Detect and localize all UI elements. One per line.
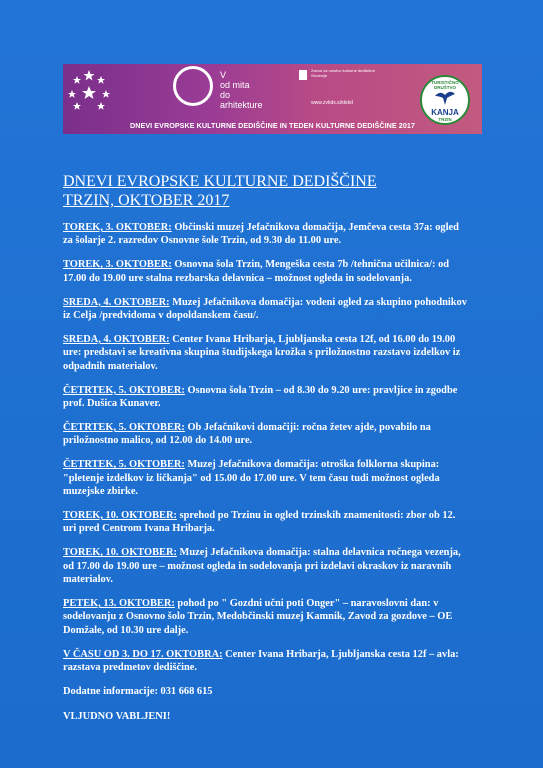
event-date: V ČASU OD 3. DO 17. OKTOBRA: <box>63 648 223 660</box>
event-item <box>63 458 471 498</box>
page-title-line-2: TRZIN, OKTOBER 2017 <box>63 192 230 209</box>
kanja-badge-name: KANJA <box>431 108 459 117</box>
kanja-badge-top: TURISTIČNO DRUŠTVO <box>431 80 459 90</box>
organization-name: Zavod za varstvo kulturne dediščine Slovenije <box>311 68 375 78</box>
bird-icon <box>434 87 456 107</box>
project-name-line: arhitekture <box>220 100 263 110</box>
event-item <box>63 384 471 411</box>
page-title-line-1: DNEVI EVROPSKE KULTURNE DEDIŠČINE <box>63 173 377 190</box>
event-list <box>63 221 471 736</box>
event-description: Muzej Jefačnikova domačija: stalna delavnica ročnega vezenja, od 17.00 do 19.00 ure – možnost ogleda in sodelovanja pri izdelavi okraskov iz naravnih materialov. <box>63 547 461 586</box>
event-description: Občinski muzej Jefačnikova domačija, Jemčeva cesta 37a: ogled za šolarje 2. razredov Osnovne šole Trzin, od 9.30 do 11.00 ure. <box>63 222 459 247</box>
event-description: Osnovna šola Trzin – od 8.30 do 9.20 ure: pravljice in zgodbe prof. Dušica Kunaver. <box>63 384 458 410</box>
event-item <box>63 221 471 248</box>
event-date: ČETRTEK, 5. OKTOBER: <box>63 459 185 471</box>
event-description: Center Ivana Hribarja, Ljubljanska cesta 12f, od 16.00 do 19.00 ure: predstavi se kreativna skupina študijskega krožka s priložnostno razstavo izdelkov iz odpadnih materialov. <box>63 333 461 372</box>
project-logo-icon <box>173 66 213 106</box>
page-title <box>63 172 483 210</box>
event-date: SREDA, 4. OKTOBER: <box>63 333 170 345</box>
event-item <box>63 421 471 448</box>
event-item <box>63 333 471 373</box>
event-description: Center Ivana Hribarja, Ljubljanska cesta 12f – avla: razstava predmetov dediščine. <box>63 648 459 674</box>
project-name-line: V <box>220 70 227 80</box>
kanja-badge-place: TRZIN <box>438 117 452 122</box>
event-item <box>63 258 471 285</box>
event-description: Muzej Jefačnikova domačija: otroška folklorna skupina: "pletenje izdelkov iz ličkanja" od 15.00 do 17.00 ure. V tem času tudi možnost ogleda muzejske zbirke. <box>63 459 440 498</box>
event-item <box>63 597 471 637</box>
event-date: TOREK, 3. OKTOBER: <box>63 259 172 271</box>
event-date: SREDA, 4. OKTOBER: <box>63 296 170 308</box>
event-date: PETEK, 13. OKTOBER: <box>63 598 175 610</box>
event-description: Ob Jefačnikovi domačiji: ročna žetev ajde, povabilo na priložnostno malico, od 12.00 do 14.00 ure. <box>63 421 431 447</box>
event-item <box>63 509 471 536</box>
contact-info: Dodatne informacije: 031 668 615 <box>63 686 213 698</box>
event-item <box>63 546 471 586</box>
event-item <box>63 648 471 675</box>
closing-invitation: VLJUDNO VABLJENI! <box>63 711 171 723</box>
event-date: ČETRTEK, 5. OKTOBER: <box>63 421 185 433</box>
event-date: TOREK, 10. OKTOBER: <box>63 547 177 559</box>
banner-url: www.zvkds.si/dekd <box>311 100 353 106</box>
event-description: Muzej Jefačnikova domačija: vodeni ogled za skupino pohodnikov iz Celja /predvidoma v dopoldanskem času/. <box>63 296 467 322</box>
banner-caption: DNEVI EVROPSKE KULTURNE DEDIŠČINE IN TEDEN KULTURNE DEDIŠČINE 2017 <box>130 121 415 130</box>
event-date: TOREK, 3. OKTOBER: <box>63 222 172 233</box>
eu-stars-icon <box>67 68 111 116</box>
project-name-line: do <box>220 90 231 100</box>
zvkds-logo-icon <box>299 70 307 80</box>
event-description: sprehod po Trzinu in ogled trzinskih znamenitosti: zbor ob 12. uri pred Centrom Ivana Hribarja. <box>63 510 456 535</box>
project-name-line: od mita <box>220 80 250 90</box>
event-date: TOREK, 10. OKTOBER: <box>63 510 177 521</box>
event-date: ČETRTEK, 5. OKTOBER: <box>63 384 185 396</box>
kanja-logo <box>420 75 470 125</box>
project-name <box>220 70 294 110</box>
event-description: pohod po " Gozdni učni poti Onger" – naravoslovni dan: v sodelovanju z Osnovno šolo Trzin, Medobčinski muzej Kamnik, Zavod za gozdove – OE Domžale, od 10.30 ure dalje. <box>63 598 453 636</box>
event-item <box>63 296 471 323</box>
event-description: Osnovna šola Trzin, Mengeška cesta 7b /tehnična učilnica/: od 17.00 do 19.00 ure stalna rezbarska delavnica – možnost ogleda in sodelovanja. <box>63 259 450 284</box>
